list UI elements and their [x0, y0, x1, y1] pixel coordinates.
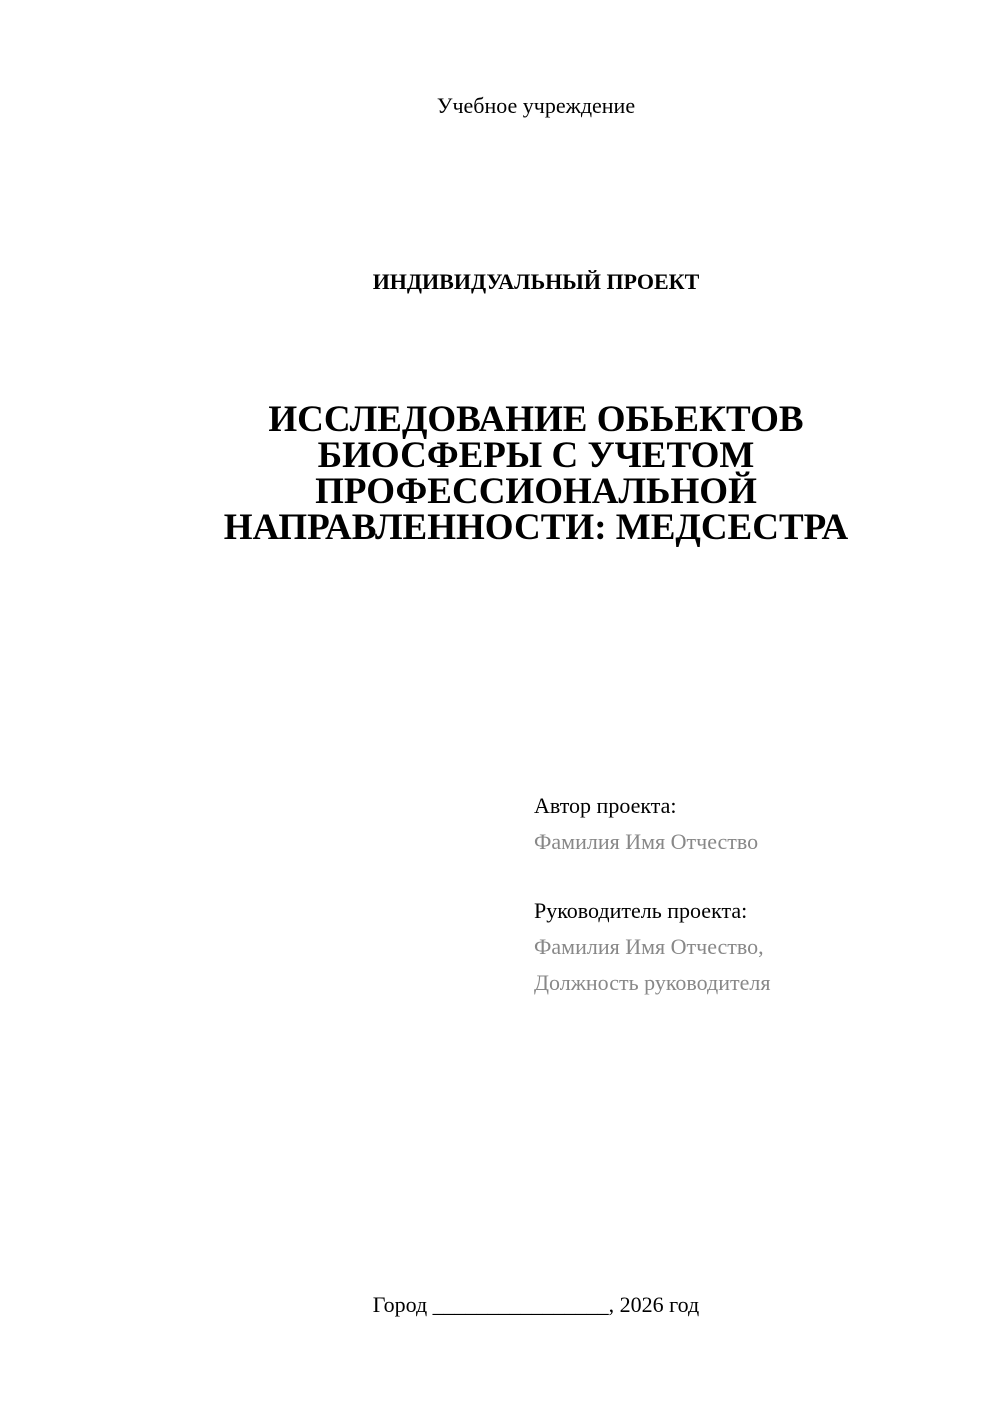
- supervisor-name: Фамилия Имя Отчество,: [534, 934, 764, 959]
- author-block: [534, 788, 974, 860]
- institution-name: Учебное учреждение: [436, 93, 636, 118]
- project-title-line: ИССЛЕДОВАНИЕ ОБЬЕКТОВ: [268, 399, 804, 440]
- supervisor-position: Должность руководителя: [534, 970, 771, 995]
- project-title-line: ПРОФЕССИОНАЛЬНОЙ: [315, 471, 757, 512]
- supervisor-block: [534, 893, 974, 1001]
- supervisor-label: Руководитель проекта:: [534, 898, 748, 923]
- project-title-line: БИОСФЕРЫ С УЧЕТОМ: [317, 435, 755, 476]
- city-year-footer: Город ________________, 2026 год: [372, 1292, 700, 1317]
- author-label: Автор проекта:: [534, 793, 677, 818]
- author-name: Фамилия Имя Отчество: [534, 829, 759, 854]
- project-title: [0, 399, 1000, 548]
- project-title-line: НАПРАВЛЕННОСТИ: МЕДСЕСТРА: [223, 507, 849, 548]
- project-type-heading: ИНДИВИДУАЛЬНЫЙ ПРОЕКТ: [372, 269, 700, 294]
